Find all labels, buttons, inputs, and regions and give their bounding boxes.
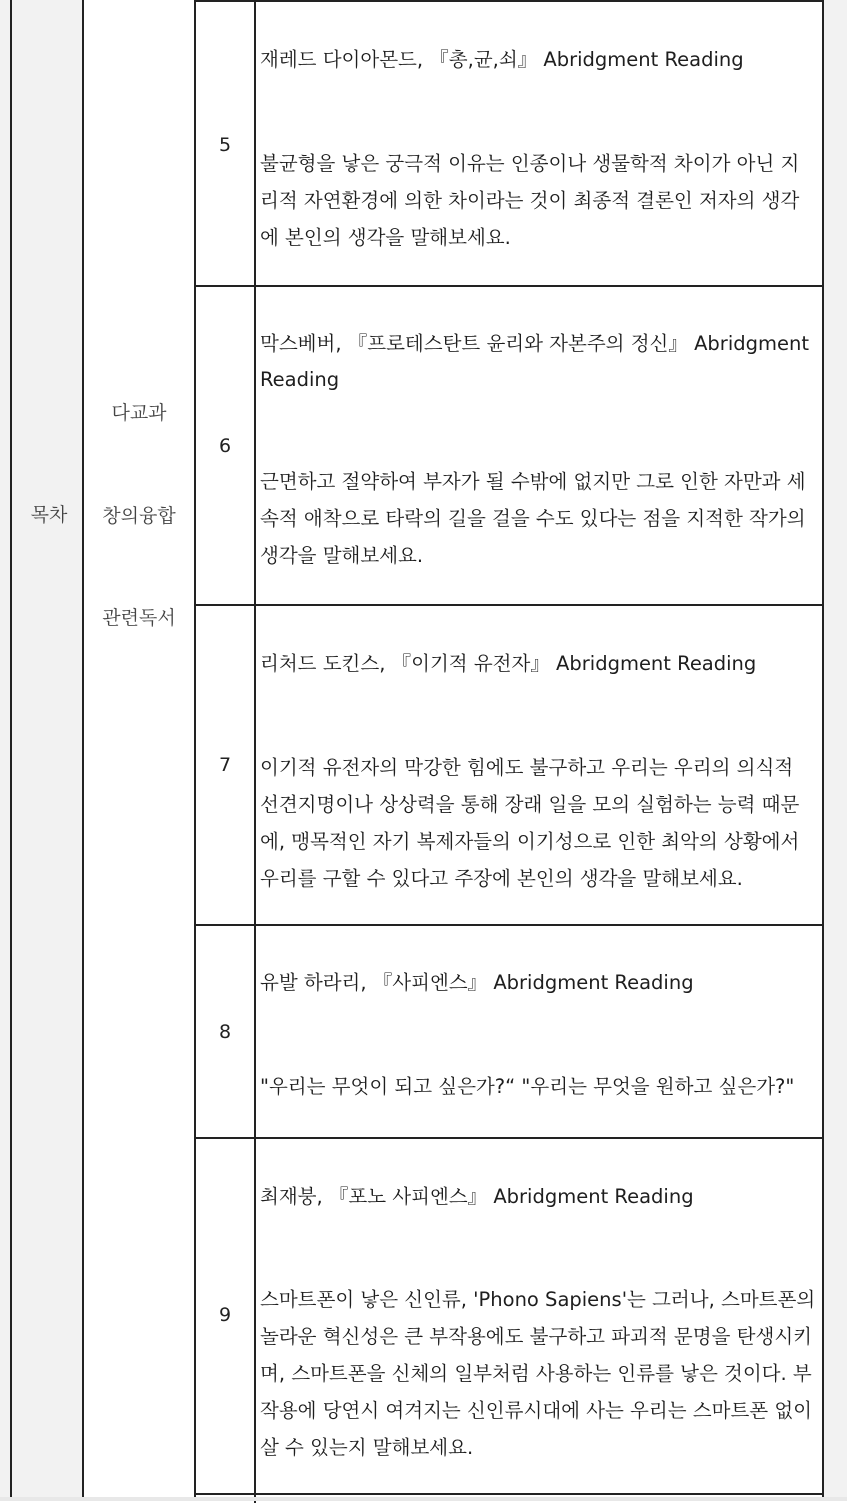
discussion-question: 근면하고 절약하여 부자가 될 수밖에 없지만 그로 인한 자만과 세속적 애착으로 타락의 길을 걸을 수도 있다는 점을 지적한 작가의 생각을 말해보세요. bbox=[260, 470, 806, 567]
row-number: 7 bbox=[196, 606, 256, 924]
category-line-3: 관련독서 bbox=[102, 607, 176, 629]
category-line-2: 창의융합 bbox=[102, 505, 176, 527]
row-content bbox=[258, 1139, 818, 1493]
table-row-8 bbox=[196, 924, 824, 1137]
table-row-9 bbox=[196, 1137, 824, 1493]
page-bottom-edge bbox=[0, 1497, 847, 1501]
row-content bbox=[258, 606, 818, 924]
discussion-question: 불균형을 낳은 궁극적 이유는 인종이나 생물학적 차이가 아닌 지리적 자연환경에 의한 차이라는 것이 최종적 결론인 저자의 생각에 본인의 생각을 말해보세요. bbox=[260, 152, 800, 249]
book-title: 최재붕, 『포노 사피엔스』 Abridgment Reading bbox=[260, 1185, 694, 1208]
row-content bbox=[258, 926, 818, 1137]
table-row-7 bbox=[196, 604, 824, 924]
page-frame-left bbox=[0, 0, 10, 1501]
row-number: 9 bbox=[196, 1139, 256, 1493]
discussion-question: 스마트폰이 낳은 신인류, 'Phono Sapiens'는 그러나, 스마트폰의 놀라운 혁신성은 큰 부작용에도 불구하고 파괴적 문명을 탄생시키며, 스마트폰을 신체의 일부처럼 사용하는 인류를 낳은 것이다. 부작용에 당연시 여겨지는 신인류시대에 사는 우리는 스마트폰 없이 살 수 있는지 말해보세요. bbox=[260, 1288, 816, 1459]
category-column bbox=[84, 0, 196, 1497]
row-content bbox=[258, 287, 818, 604]
book-title: 유발 하라리, 『사피엔스』 Abridgment Reading bbox=[260, 971, 694, 994]
discussion-question: "우리는 무엇이 되고 싶은가?“ "우리는 무엇을 원하고 싶은가?" bbox=[260, 1075, 795, 1098]
book-title: 막스베버, 『프로테스탄트 윤리와 자본주의 정신』 Abridgment Reading bbox=[260, 332, 809, 391]
row-number: 6 bbox=[196, 287, 256, 604]
row-number: 8 bbox=[196, 926, 256, 1137]
row-content bbox=[258, 2, 818, 285]
table-row-5 bbox=[196, 0, 824, 285]
section-label: 목차 bbox=[30, 504, 68, 526]
section-column bbox=[10, 0, 84, 1497]
page-frame-right bbox=[824, 0, 847, 1501]
discussion-question: 이기적 유전자의 막강한 힘에도 불구하고 우리는 우리의 의식적 선견지명이나 상상력을 통해 장래 일을 모의 실험하는 능력 때문에, 맹목적인 자기 복제자들의 이기성으로 인한 최악의 상황에서 우리를 구할 수 있다고 주장에 본인의 생각을 말해보세요. bbox=[260, 756, 800, 890]
book-title: 재레드 다이아몬드, 『총,균,쇠』 Abridgment Reading bbox=[260, 48, 744, 71]
table-row-6 bbox=[196, 285, 824, 604]
book-title: 리처드 도킨스, 『이기적 유전자』 Abridgment Reading bbox=[260, 652, 757, 675]
row-number: 5 bbox=[196, 2, 256, 285]
category-line-1: 다교과 bbox=[111, 402, 167, 424]
